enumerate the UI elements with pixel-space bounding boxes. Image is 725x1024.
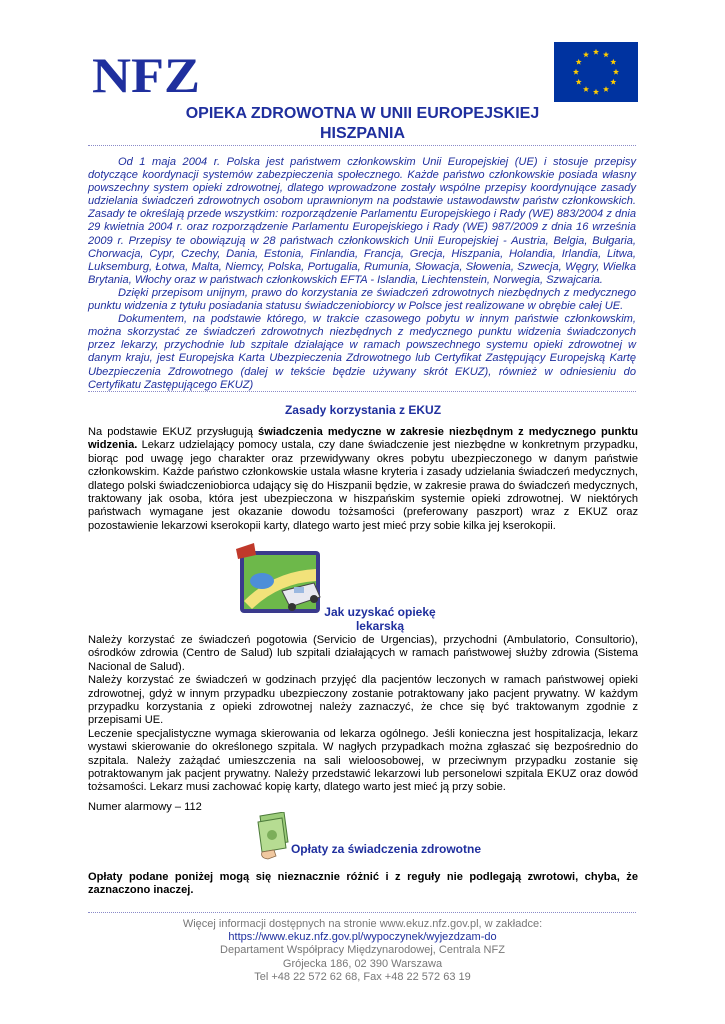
intro-paragraph: Dokumentem, na podstawie którego, w trakcie czasowego pobytu w innym państwie członkowskim, można skorzystać ze świadczeń zdrowotnych niezbędnych z medycznego punktu widzenia świadczonych przez lekarzy, przychodnie lub szpitale działające w ramach powszechnego systemu opieki zdrowotnej w danym kraju, jest Europejska Karta Ubezpieczenia Zdrowotnego lub Certyfikat Zastępujący Europejską Kartę Ubezpieczenia Zdrowotnego (dalej w tekście będzie używany skrót EKUZ), również w odniesieniu do Certyfikatu Zastępującego EKUZ) <box>88 313 636 391</box>
footer-phone-fax: Tel +48 22 572 62 68, Fax +48 22 572 63 19 <box>254 970 471 983</box>
text-span: Na podstawie EKUZ przysługują <box>88 426 259 438</box>
intro-paragraph: Od 1 maja 2004 r. Polska jest państwem członkowskim Unii Europejskiej (UE) i stosuje przepisy dotyczące koordynacji systemów zabezpieczenia społecznego. Każde państwo członkowskie posiada własny powszechny system opieki zdrowotnej, dlatego wprowadzone zostały wspólne przepisy koordynujące zasady udzielania świadczeń zdrowotnych osobom uprawnionym na podstawie ustawodawstw państw członkowskich. Zasady te określają przede wszystkim: rozporządzenie Parlamentu Europejskiego i Rady (WE) 883/2004 z dnia 29 kwietnia 2004 r. oraz rozporządzenie Parlamentu Europejskiego i Rady (WE) 987/2009 z dnia 16 września 2009 r. Przepisy te obowiązują w 28 państwach członkowskich Unii Europejskiej - Austria, Belgia, Bułgaria, Chorwacja, Cypr, Czechy, Dania, Estonia, Finlandia, Francja, Grecja, Hiszpania, Holandia, Irlandia, Litwa, Luksemburg, Łotwa, Malta, Niemcy, Polska, Portugalia, Rumunia, Słowacja, Słowenia, Szwecja, Węgry, Wielka Brytania, Włochy oraz w państwach członkowskich EFTA - Islandia, Liechtenstein, Norwegia, Szwajcaria. <box>88 156 636 286</box>
intro-paragraph: Dzięki przepisom unijnym, prawo do korzystania ze świadczeń zdrowotnych niezbędnych z medycznego punktu widzenia z tytułu posiadania statusu świadczeniobiorcy w Polsce jest realizowane w obrębie całej UE. <box>88 286 636 313</box>
text-bold: świadczenia medyczne w zakresie niezbędnym z medycznego punktu widzenia. <box>88 426 638 452</box>
intro-text <box>88 156 636 392</box>
section-fees-text: Opłaty podane poniżej mogą się nieznacznie różnić i z reguły nie podlegają zwrotowi, chyba, że zaznaczono inaczej. <box>88 871 638 897</box>
divider <box>88 912 636 913</box>
emergency-number: Numer alarmowy – 112 <box>88 801 202 813</box>
footer-info-line: Więcej informacji dostępnych na stronie www.ekuz.nfz.gov.pl, w zakładce: <box>182 918 543 930</box>
divider <box>88 391 636 392</box>
text-span: Lekarz udzielający pomocy ustala, czy dane świadczenie jest niezbędne w konkretnym przypadku, biorąc pod uwagę jego charakter oraz przewidywany okres pobytu ubezpieczonego w danym państwie członkowskim. Każde państwo członkowskie ustala własne kryteria i zasady udzielania świadczeń medycznych, dlatego polski świadczeniobiorca udający się do Hiszpanii będzie, w zakresie prawa do świadczeń medycznych, traktowany jak osoba, która jest ubezpieczona w hiszpańskim systemie opieki zdrowotnej. W niektórych państwach wymagane jest okazanie dowodu tożsamości (preferowany paszport) wraz z EKUZ oraz pozostawienie lekarzowi kserokopii karty, dlatego warto jest mieć przy sobie kilka jej kserokopii. <box>88 439 638 532</box>
footer-department: Departament Współpracy Międzynarodowej, Centrala NFZ <box>220 944 505 957</box>
section-ekuz-rules-text <box>88 426 638 533</box>
page-subtitle-country: HISZPANIA <box>319 125 406 142</box>
paragraph: Należy korzystać ze świadczeń w godzinach przyjęć dla pacjentów leczonych w ramach państwowej opieki zdrowotnej, gdyż w innym przypadku ubezpieczony zostanie potraktowany jako pacjent prywatny. W każdym przypadku korzystania z opieki zdrowotnej należy zaznaczyć, że chce się być traktowanym zgodnie z przepisami UE. <box>88 674 638 727</box>
page-title: OPIEKA ZDROWOTNA W UNII EUROPEJSKIEJ <box>185 105 540 122</box>
divider <box>88 145 636 146</box>
section-heading-medical-care: Jak uzyskać opiekę lekarską <box>324 605 436 633</box>
paragraph: Leczenie specjalistyczne wymaga skierowania od lekarza ogólnego. Jeśli konieczna jest hospitalizacja, lekarz wystawi skierowanie do określonego szpitala. W nagłych przypadkach można zgłaszać się bezpośrednio do szpitala. Należy zażądać umieszczenia na sali wieloosobowej, w przeciwnym przypadku zostanie się potraktowanym jak pacjent prywatny. Należy przedstawić lekarzowi lub personelowi szpitala EKUZ oraz dowód tożsamości. Lekarz musi zachować kopię karty, dlatego warto jest mieć ją przy sobie. <box>88 727 638 794</box>
section-heading-ekuz-rules: Zasady korzystania z EKUZ <box>284 403 442 417</box>
nfz-logo-text: NFZ <box>92 52 200 96</box>
section-medical-care-text <box>88 634 638 795</box>
footer-address: Grójecka 186, 02 390 Warszawa <box>282 957 443 970</box>
nfz-logo <box>92 52 202 96</box>
money-clipart-icon <box>254 812 290 860</box>
paragraph: Należy korzystać ze świadczeń pogotowia (Servicio de Urgencias), przychodni (Ambulatorio, Consultorio), ośrodków zdrowia (Centro de Salud) lub szpitali działających w ramach państwowej służby zdrowia (Sistema Nacional de Salud). <box>88 634 638 673</box>
eu-flag-icon <box>554 42 638 102</box>
section-heading-fees: Opłaty za świadczenia zdrowotne <box>290 842 482 856</box>
footer <box>100 918 625 984</box>
footer-link[interactable]: https://www.ekuz.nfz.gov.pl/wypoczynek/wyjezdzam-do <box>228 931 497 944</box>
